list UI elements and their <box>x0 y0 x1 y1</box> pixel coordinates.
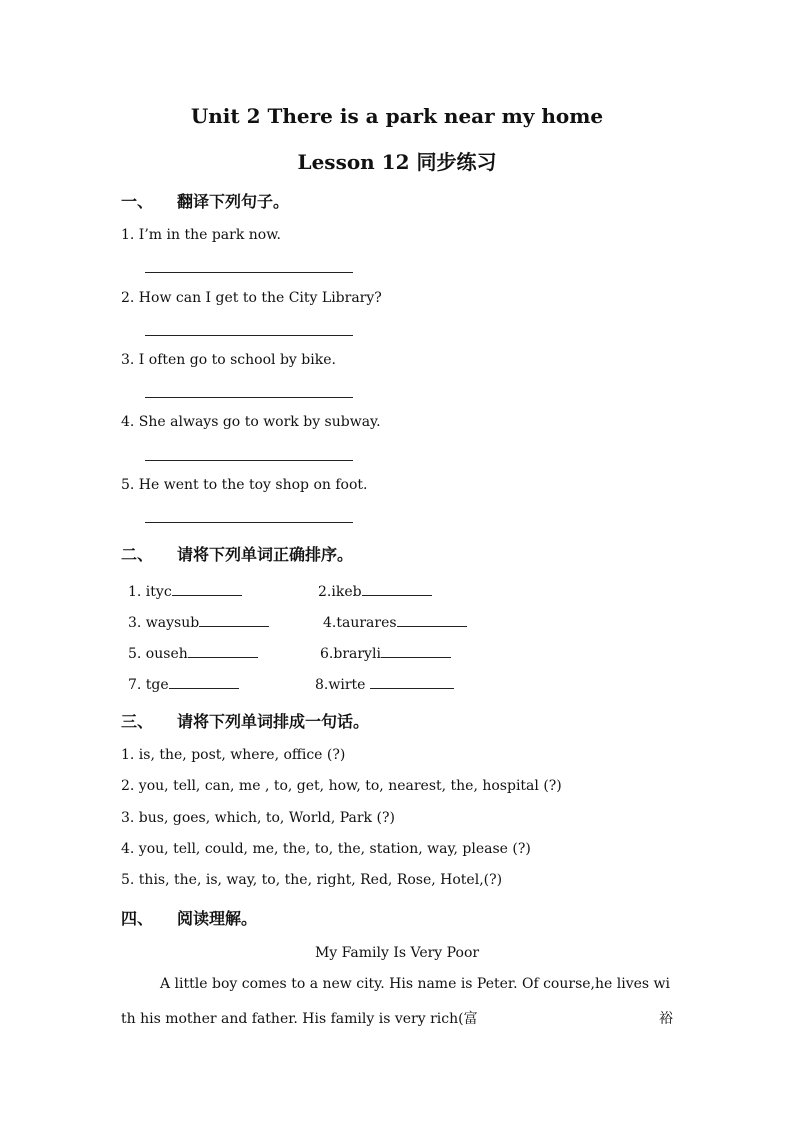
answer-blank[interactable] <box>172 581 242 596</box>
section-heading-reading <box>121 906 257 929</box>
scrambled-word: 6.braryli <box>320 646 381 662</box>
unscramble-item <box>128 612 269 631</box>
page-subtitle: Lesson 12 同步练习 <box>297 150 497 174</box>
story-title: My Family Is Very Poor <box>314 945 480 961</box>
scrambled-word: 5. ouseh <box>128 646 188 662</box>
answer-blank[interactable] <box>397 612 467 627</box>
answer-blank[interactable] <box>370 674 454 689</box>
section-heading-unscramble <box>121 542 353 565</box>
answer-blank[interactable] <box>199 612 269 627</box>
section-label: 阅读理解。 <box>177 909 258 928</box>
answer-blank[interactable] <box>381 643 451 658</box>
translate-item: 2. How can I get to the City Library? <box>121 290 382 306</box>
sentence-item: 1. is, the, post, where, office (?) <box>121 747 346 763</box>
unscramble-item <box>323 612 467 631</box>
story-line-end: 裕 <box>659 1011 673 1027</box>
unscramble-item <box>315 674 454 693</box>
unscramble-item <box>128 674 239 693</box>
section-number: 三、 <box>121 712 154 731</box>
unscramble-item <box>318 581 432 600</box>
answer-line[interactable] <box>145 522 353 523</box>
unscramble-item <box>128 643 258 662</box>
answer-line[interactable] <box>145 272 353 273</box>
answer-line[interactable] <box>145 397 353 398</box>
translate-item: 5. He went to the toy shop on foot. <box>121 477 368 493</box>
section-heading-sentences <box>121 709 369 732</box>
scrambled-word: 4.taurares <box>323 615 397 631</box>
unscramble-item <box>320 643 451 662</box>
scrambled-word: 7. tge <box>128 677 169 693</box>
answer-line[interactable] <box>145 460 353 461</box>
unscramble-item <box>128 581 242 600</box>
section-label: 请将下列单词排成一句话。 <box>177 712 370 731</box>
answer-blank[interactable] <box>169 674 239 689</box>
page-title: Unit 2 There is a park near my home <box>190 104 604 128</box>
section-label: 翻译下列句子。 <box>177 192 290 211</box>
section-number: 四、 <box>121 909 154 928</box>
answer-blank[interactable] <box>188 643 258 658</box>
section-label: 请将下列单词正确排序。 <box>177 545 354 564</box>
sentence-item: 2. you, tell, can, me , to, get, how, to, nearest, the, hospital (?) <box>121 778 562 794</box>
translate-item: 3. I often go to school by bike. <box>121 352 336 368</box>
translate-item: 4. She always go to work by subway. <box>121 414 381 430</box>
scrambled-word: 3. waysub <box>128 615 200 631</box>
story-line: A little boy comes to a new city. His name is Peter. Of course,he lives wi <box>160 976 670 992</box>
section-heading-translate <box>121 189 289 212</box>
sentence-item: 3. bus, goes, which, to, World, Park (?) <box>121 810 395 826</box>
section-number: 一、 <box>121 192 154 211</box>
answer-blank[interactable] <box>362 581 432 596</box>
section-number: 二、 <box>121 545 154 564</box>
story-line: th his mother and father. His family is very rich(富 <box>121 1011 478 1027</box>
translate-item: 1. I’m in the park now. <box>121 227 281 243</box>
scrambled-word: 1. ityc <box>128 584 172 600</box>
scrambled-word: 2.ikeb <box>318 584 362 600</box>
sentence-item: 5. this, the, is, way, to, the, right, Red, Rose, Hotel,(?) <box>121 872 503 888</box>
answer-line[interactable] <box>145 335 353 336</box>
sentence-item: 4. you, tell, could, me, the, to, the, station, way, please (?) <box>121 841 531 857</box>
scrambled-word: 8.wirte <box>315 677 370 693</box>
